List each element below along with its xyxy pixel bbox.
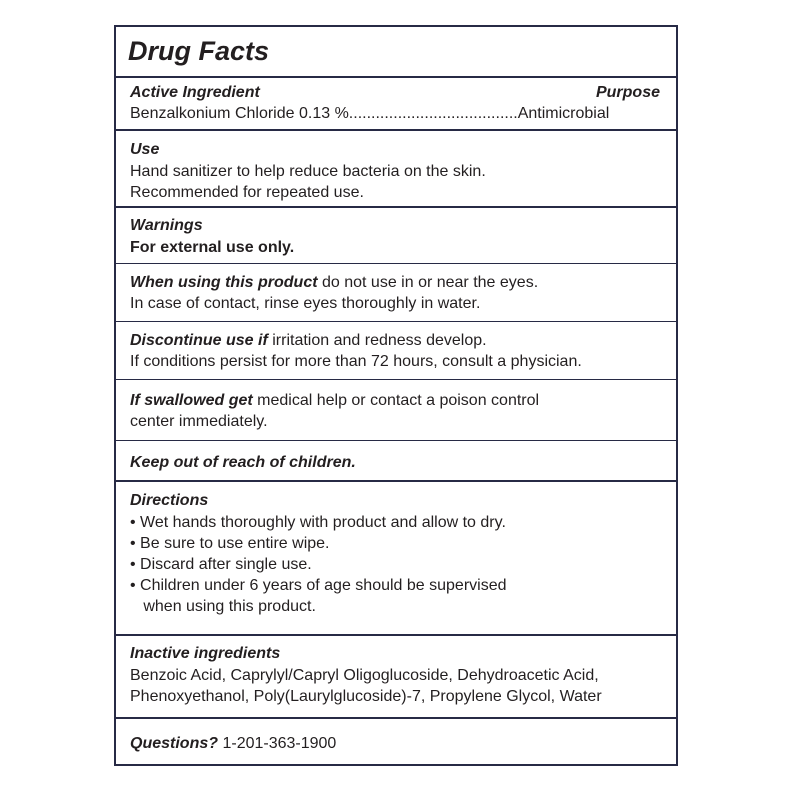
inactive-ingredients-heading: Inactive ingredients: [130, 645, 281, 662]
swallowed-line-2: center immediately.: [130, 413, 268, 430]
discontinue-lead: Discontinue use if: [130, 332, 268, 349]
inactive-ingredients-section: [116, 634, 676, 716]
swallowed-rest: medical help or contact a poison control: [252, 392, 540, 409]
discontinue-rest: irritation and redness develop.: [267, 332, 487, 349]
when-using-line-2: In case of contact, rinse eyes thoroughly in water.: [130, 295, 481, 312]
swallowed-line-1: [130, 390, 539, 411]
use-section: [116, 129, 676, 205]
discontinue-line-1: [130, 330, 487, 351]
keep-out-section: [116, 440, 676, 479]
questions-section: [116, 717, 676, 766]
warnings-section: [116, 206, 676, 262]
external-use-warning: For external use only.: [130, 239, 295, 256]
questions-line: [130, 733, 336, 754]
warnings-heading: Warnings: [130, 217, 203, 234]
when-using-lead: When using this product: [130, 274, 318, 291]
keep-out-of-reach: Keep out of reach of children.: [130, 454, 356, 471]
drug-facts-title: Drug Facts: [128, 36, 270, 66]
purpose-heading: Purpose: [595, 84, 660, 101]
directions-item-4: • Children under 6 years of age should be supervised: [130, 577, 507, 594]
discontinue-section: [116, 321, 676, 378]
swallowed-section: [116, 379, 676, 439]
directions-section: [116, 480, 676, 633]
questions-lead: Questions?: [130, 735, 219, 752]
use-line-1: Hand sanitizer to help reduce bacteria on the skin.: [130, 163, 486, 180]
directions-item-2: • Be sure to use entire wipe.: [130, 535, 330, 552]
active-ingredient-row: [130, 103, 609, 124]
directions-item-4-cont: when using this product.: [130, 598, 316, 615]
when-using-section: [116, 263, 676, 320]
directions-item-3: • Discard after single use.: [130, 556, 312, 573]
leader-dots: ......................................: [348, 105, 518, 122]
when-using-line-1: [130, 272, 538, 293]
ingredient-name: Benzalkonium Chloride 0.13 %: [130, 105, 349, 122]
active-ingredient-heading: Active Ingredient: [130, 84, 260, 101]
inactive-ingredients-line-2: Phenoxyethanol, Poly(Laurylglucoside)-7, Propylene Glycol, Water: [130, 688, 602, 705]
inactive-ingredients-line-1: Benzoic Acid, Caprylyl/Capryl Oligoglucoside, Dehydroacetic Acid,: [130, 667, 599, 684]
use-heading: Use: [130, 141, 160, 158]
directions-item-1: • Wet hands thoroughly with product and allow to dry.: [130, 514, 506, 531]
questions-phone: 1-201-363-1900: [218, 735, 337, 752]
discontinue-line-2: If conditions persist for more than 72 hours, consult a physician.: [130, 353, 582, 370]
ingredient-purpose: Antimicrobial: [517, 105, 610, 122]
drug-facts-panel: [114, 25, 678, 766]
when-using-rest: do not use in or near the eyes.: [317, 274, 539, 291]
use-line-2: Recommended for repeated use.: [130, 184, 364, 201]
swallowed-lead: If swallowed get: [130, 392, 253, 409]
active-ingredient-section: [116, 76, 676, 124]
directions-heading: Directions: [130, 492, 209, 509]
